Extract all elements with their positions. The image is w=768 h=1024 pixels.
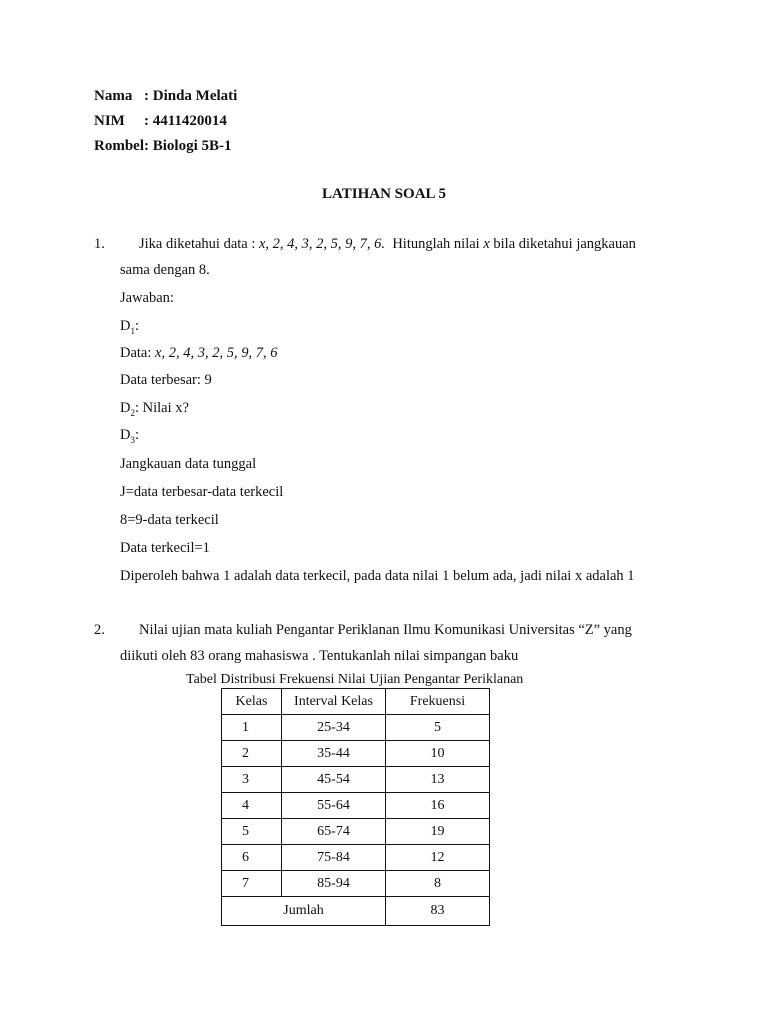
q1-mid: Hitunglah nilai bbox=[385, 236, 484, 252]
cell-frekuensi: 12 bbox=[386, 845, 490, 871]
header-interval: Interval Kelas bbox=[282, 689, 386, 715]
cell-kelas: 7 bbox=[222, 871, 282, 897]
q1-number: 1. bbox=[94, 236, 105, 252]
q1-jangkauan: Jangkauan data tunggal bbox=[120, 456, 257, 472]
q1-question-line1 bbox=[139, 236, 679, 253]
table-row bbox=[222, 845, 490, 871]
cell-frekuensi: 19 bbox=[386, 819, 490, 845]
student-name-line bbox=[94, 88, 237, 105]
q1-d1 bbox=[120, 318, 139, 336]
total-value: 83 bbox=[386, 897, 490, 926]
cell-kelas: 6 bbox=[222, 845, 282, 871]
frequency-table bbox=[221, 688, 490, 926]
student-nim-line bbox=[94, 113, 227, 130]
d2-sub: 2 bbox=[130, 407, 135, 418]
cell-interval: 25-34 bbox=[282, 715, 386, 741]
data-label: Data: bbox=[120, 345, 156, 361]
q1-data-line bbox=[120, 345, 277, 362]
cell-kelas: 2 bbox=[222, 741, 282, 767]
table-header-row bbox=[222, 689, 490, 715]
rombel-value: Biologi 5B-1 bbox=[152, 138, 232, 154]
cell-kelas: 3 bbox=[222, 767, 282, 793]
name-value: : Dinda Melati bbox=[144, 88, 238, 104]
q1-terbesar: Data terbesar: 9 bbox=[120, 372, 212, 388]
q2-question-line2: diikuti oleh 83 orang mahasiswa . Tentukanlah nilai simpangan baku bbox=[120, 648, 519, 664]
total-label: Jumlah bbox=[222, 897, 386, 926]
cell-kelas: 1 bbox=[222, 715, 282, 741]
cell-kelas: 4 bbox=[222, 793, 282, 819]
q1-hasil: Data terkecil=1 bbox=[120, 540, 210, 556]
d3-sub: 3 bbox=[130, 434, 135, 445]
cell-frekuensi: 13 bbox=[386, 767, 490, 793]
table-row bbox=[222, 819, 490, 845]
d3-letter: D bbox=[120, 427, 131, 443]
data-values: x, 2, 4, 3, 2, 5, 9, 7, 6 bbox=[155, 345, 278, 361]
d2-letter: D bbox=[120, 400, 131, 416]
header-kelas: Kelas bbox=[222, 689, 282, 715]
table-caption: Tabel Distribusi Frekuensi Nilai Ujian Pengantar Periklanan bbox=[186, 672, 524, 687]
q1-substitusi: 8=9-data terkecil bbox=[120, 512, 219, 528]
nim-label: NIM bbox=[94, 113, 125, 129]
cell-kelas: 5 bbox=[222, 819, 282, 845]
q1-kesimpulan: Diperoleh bahwa 1 adalah data terkecil, pada data nilai 1 belum ada, jadi nilai x adalah 1 bbox=[120, 568, 635, 584]
q1-var: x bbox=[483, 236, 490, 252]
cell-interval: 55-64 bbox=[282, 793, 386, 819]
cell-frekuensi: 10 bbox=[386, 741, 490, 767]
rombel-label: Rombel: bbox=[94, 138, 149, 154]
cell-frekuensi: 8 bbox=[386, 871, 490, 897]
cell-interval: 85-94 bbox=[282, 871, 386, 897]
cell-frekuensi: 5 bbox=[386, 715, 490, 741]
d3-rest: : bbox=[134, 427, 140, 443]
q1-rumus: J=data terbesar-data terkecil bbox=[120, 484, 284, 500]
q1-d2 bbox=[120, 400, 189, 418]
d1-letter: D bbox=[120, 318, 131, 334]
q1-d3 bbox=[120, 427, 139, 445]
table-row bbox=[222, 871, 490, 897]
header-frekuensi: Frekuensi bbox=[386, 689, 490, 715]
cell-interval: 75-84 bbox=[282, 845, 386, 871]
d1-sub: 1 bbox=[130, 325, 135, 336]
cell-interval: 35-44 bbox=[282, 741, 386, 767]
table-row bbox=[222, 793, 490, 819]
nim-value: : 4411420014 bbox=[144, 113, 227, 129]
table-total-row bbox=[222, 897, 490, 926]
q2-question-line1: Nilai ujian mata kuliah Pengantar Periklanan Ilmu Komunikasi Universitas “Z” yang bbox=[139, 622, 632, 638]
cell-interval: 65-74 bbox=[282, 819, 386, 845]
student-rombel-line bbox=[94, 138, 232, 155]
q1-question-line2: sama dengan 8. bbox=[120, 262, 210, 278]
q2-number: 2. bbox=[94, 622, 105, 638]
q1-jawaban: Jawaban: bbox=[120, 290, 174, 306]
d2-rest: : Nilai x? bbox=[134, 400, 189, 416]
q1-prefix: Jika diketahui data : bbox=[139, 236, 259, 252]
cell-frekuensi: 16 bbox=[386, 793, 490, 819]
q1-data: x, 2, 4, 3, 2, 5, 9, 7, 6. bbox=[259, 236, 386, 252]
q1-suffix: bila diketahui jangkauan bbox=[489, 236, 636, 252]
table-row bbox=[222, 741, 490, 767]
page-title: LATIHAN SOAL 5 bbox=[322, 186, 446, 202]
table-body bbox=[222, 715, 490, 897]
d1-rest: : bbox=[134, 318, 140, 334]
cell-interval: 45-54 bbox=[282, 767, 386, 793]
name-label: Nama bbox=[94, 88, 133, 104]
table-row bbox=[222, 767, 490, 793]
table-row bbox=[222, 715, 490, 741]
